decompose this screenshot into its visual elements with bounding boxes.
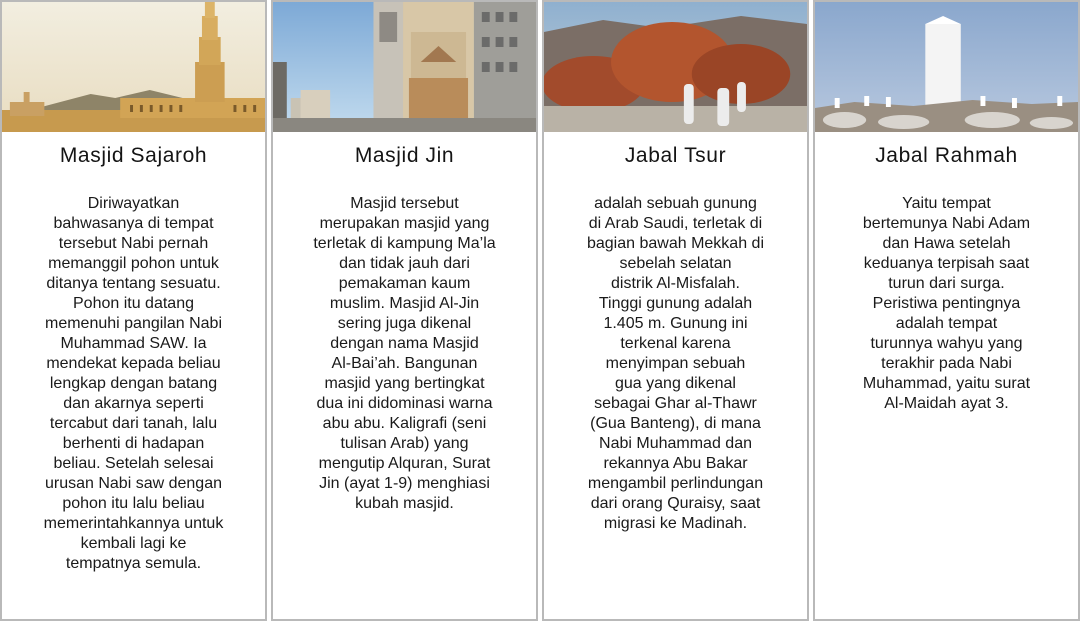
card-masjid-sajaroh <box>0 0 267 621</box>
card-description: Masjid tersebut merupakan masjid yang terletak di kampung Ma’la dan tidak jauh dari pemakaman kaum muslim. Masjid Al-Jin sering juga dikenal dengan nama Masjid Al-Bai’ah. Bangunan masjid yang bertingkat dua ini didominasi warna abu abu. Kaligrafi (seni tulisan Arab) yang mengutip Alquran, Surat Jin (ayat 1-9) menghiasi kubah masjid. <box>313 195 496 512</box>
card-title: Masjid Sajaroh <box>59 144 208 167</box>
card-description: Diriwayatkan bahwasanya di tempat tersebut Nabi pernah memanggil pohon untuk ditanya tentang sesuatu. Pohon itu datang memenuhi pangilan Nabi Muhammad SAW. Ia mendekat kepada beliau lengkap dengan batang dan akarnya seperti tercabut dari tanah, lalu berhenti di hadapan beliau. Setelah selesai urusan Nabi saw dengan pohon itu lalu beliau memerintahkannya untuk kembali lagi ke tempatnya semula. <box>43 195 224 572</box>
card-description: Yaitu tempat bertemunya Nabi Adam dan Hawa setelah keduanya terpisah saat turun dari surga. Peristiwa pentingnya adalah tempat turunnya wahyu yang terakhir pada Nabi Muhammad, yaitu surat Al-Maidah ayat 3. <box>862 195 1031 412</box>
masjid-sajaroh-photo <box>2 2 265 132</box>
card-masjid-jin <box>271 0 538 621</box>
card-title: Masjid Jin <box>354 144 455 167</box>
card-jabal-tsur <box>542 0 809 621</box>
masjid-jin-photo <box>273 2 536 132</box>
card-description: adalah sebuah gunung di Arab Saudi, terletak di bagian bawah Mekkah di sebelah selatan distrik Al-Misfalah. Tinggi gunung adalah 1.405 m. Gunung ini terkenal karena menyimpan sebuah gua yang dikenal sebagai Ghar al-Thawr (Gua Banteng), di mana Nabi Muhammad dan rekannya Abu Bakar mengambil perlindungan dari orang Quraisy, saat migrasi ke Madinah. <box>586 195 764 532</box>
card-title: Jabal Rahmah <box>875 144 1018 167</box>
jabal-tsur-photo <box>544 2 807 132</box>
card-title: Jabal Tsur <box>624 144 727 167</box>
jabal-rahmah-photo <box>815 2 1078 132</box>
card-jabal-rahmah <box>813 0 1080 621</box>
